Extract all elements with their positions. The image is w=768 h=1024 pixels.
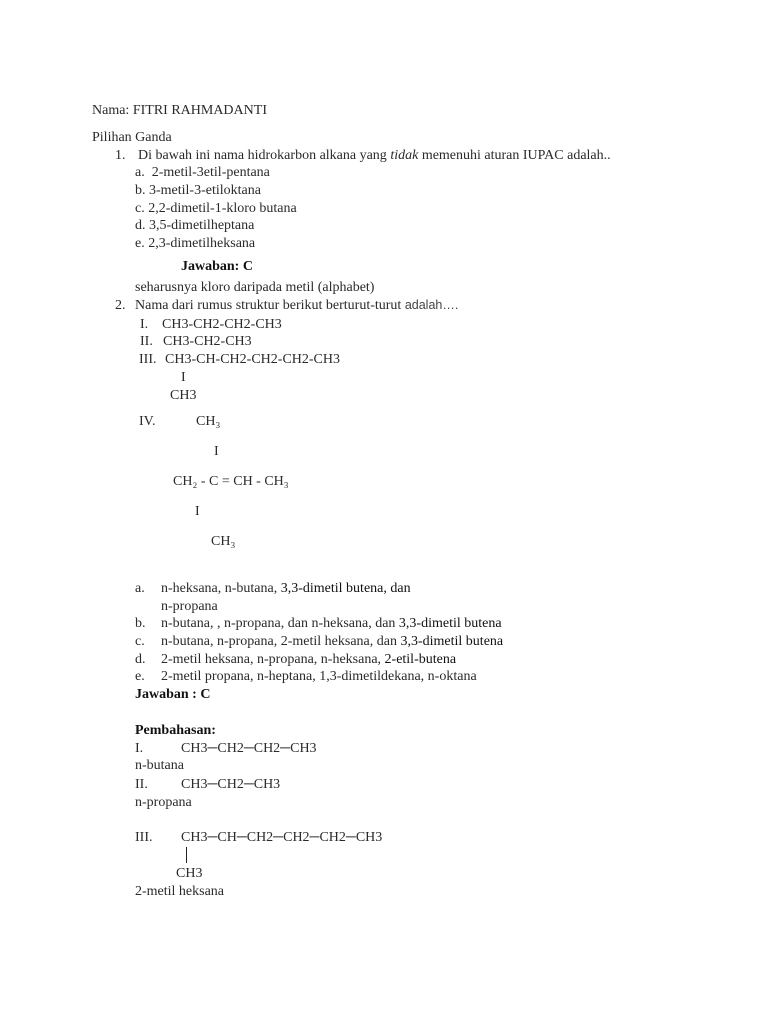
q2-option-a-prefix: a. (135, 581, 145, 596)
q2-structure-ii: CH3-CH2-CH3 (163, 334, 252, 349)
q2-option-a-tail: 3,3-dimetil butena, dan (280, 581, 411, 596)
q2-structure-iv-bottom: CH₃ (211, 534, 236, 549)
q2-structure-i-label: I. (140, 317, 149, 332)
q1-option-a: a. 2-metil-3etil-pentana (135, 165, 270, 180)
q2-structure-iv-main: CH₂ - C = CH - CH₃ (173, 474, 289, 489)
discussion-i-label: I. (135, 741, 144, 756)
q2-option-c-tail: 3,3-dimetil butena (400, 634, 504, 649)
q2-option-b-text: n-butana, , n-propana, dan n-heksana, dan (161, 616, 399, 631)
q2-structure-iv-bond-top: I (214, 444, 219, 459)
q2-question (135, 297, 458, 314)
q1-option-b: b. 3-metil-3-etiloktana (135, 183, 261, 198)
q2-structure-iii-label: III. (139, 352, 157, 367)
q2-structure-iii: CH3-CH-CH2-CH2-CH2-CH3 (165, 352, 340, 367)
q2-structure-ii-label: II. (140, 334, 153, 349)
discussion-ii-name: n-propana (135, 795, 192, 810)
q1-explanation: seharusnya kloro daripada metil (alphabet) (135, 280, 375, 295)
q1-option-e: e. 2,3-dimetilheksana (135, 236, 256, 251)
student-name: Nama: FITRI RAHMADANTI (92, 103, 267, 118)
q2-structure-iv-label: IV. (139, 414, 156, 429)
q2-option-e-prefix: e. (135, 669, 145, 684)
section-title: Pilihan Ganda (92, 130, 172, 145)
q2-structure-iii-branch: CH3 (170, 388, 197, 403)
q1-number: 1. (115, 148, 126, 163)
q2-structure-iv-bond-bottom: I (195, 504, 200, 519)
q2-text-tail: adalah…. (404, 298, 459, 312)
q2-option-b-tail: 3,3-dimetil butena (398, 616, 502, 631)
q1-question (138, 147, 611, 164)
q2-option-d (161, 651, 456, 668)
discussion-iii-branch-bond (186, 847, 187, 863)
discussion-ii-label: II. (135, 777, 148, 792)
q2-option-c-text: n-butana, n-propana, 2-metil heksana, dan (161, 634, 401, 649)
q1-option-d: d. 3,5-dimetilheptana (135, 218, 255, 233)
discussion-iii-name: 2-metil heksana (135, 884, 225, 899)
discussion-heading: Pembahasan: (135, 723, 216, 738)
q2-option-b (161, 615, 502, 632)
q2-option-d-text: 2-metil heksana, n-propana, n-heksana, (161, 652, 385, 667)
q2-option-c-prefix: c. (135, 634, 145, 649)
discussion-iii-formula: CH3─CH─CH2─CH2─CH2─CH3 (181, 830, 383, 845)
q2-option-d-prefix: d. (135, 652, 146, 667)
discussion-iii-label: III. (135, 830, 153, 845)
q1-answer: Jawaban: C (181, 259, 253, 274)
q2-structure-iii-bond: I (181, 370, 186, 385)
discussion-ii-formula: CH3─CH2─CH3 (181, 777, 281, 792)
q2-answer: Jawaban : C (135, 687, 211, 702)
q2-option-d-tail: 2-etil-butena (384, 652, 457, 667)
q2-option-e: 2-metil propana, n-heptana, 1,3-dimetildekana, n-oktana (161, 669, 477, 684)
q1-text-after: memenuhi aturan IUPAC adalah.. (418, 148, 611, 163)
q2-structure-iv-top: CH₃ (196, 414, 221, 429)
q1-option-c: c. 2,2-dimetil-1-kloro butana (135, 201, 297, 216)
q1-text-before: Di bawah ini nama hidrokarbon alkana yang (138, 148, 391, 163)
q2-option-b-prefix: b. (135, 616, 146, 631)
q2-option-a (161, 580, 411, 597)
q2-option-a-line2: n-propana (161, 599, 218, 614)
discussion-i-name: n-butana (135, 758, 184, 773)
q2-text: Nama dari rumus struktur berikut berturut-turut (135, 298, 405, 313)
q2-option-c (161, 633, 503, 650)
discussion-iii-branch: CH3 (176, 866, 203, 881)
q1-text-italic: tidak (390, 148, 419, 163)
discussion-i-formula: CH3─CH2─CH2─CH3 (181, 741, 317, 756)
q2-number: 2. (115, 298, 126, 313)
q2-structure-i: CH3-CH2-CH2-CH3 (162, 317, 282, 332)
q2-option-a-text: n-heksana, n-butana, (161, 581, 281, 596)
